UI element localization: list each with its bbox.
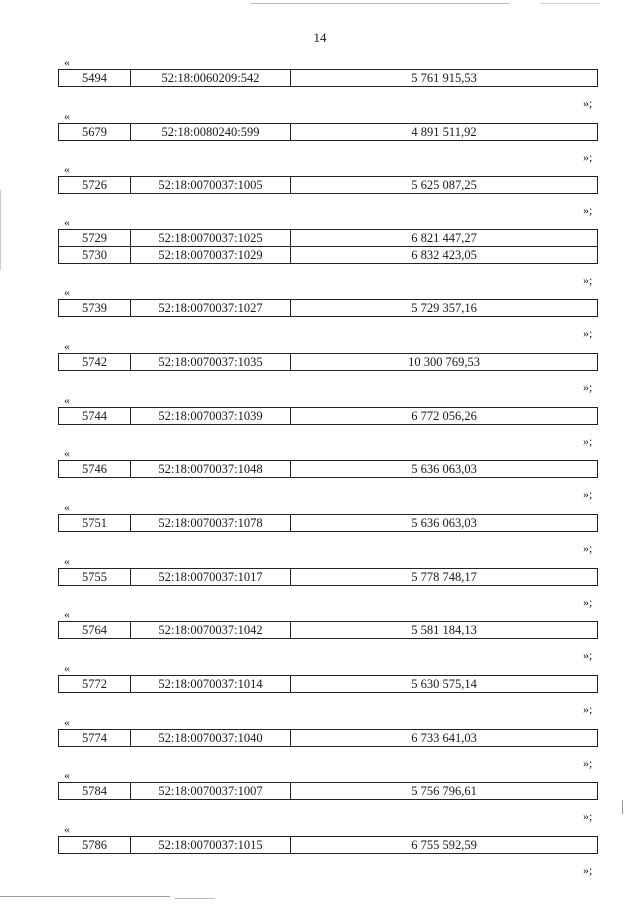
closing-quote: »; bbox=[583, 434, 593, 448]
value-cell: 6 832 423,05 bbox=[291, 247, 598, 264]
closing-quote: »; bbox=[583, 273, 593, 287]
cadastral-number-cell: 52:18:0070037:1014 bbox=[131, 676, 291, 693]
table-row bbox=[59, 730, 598, 747]
opening-quote: « bbox=[64, 55, 70, 69]
data-table bbox=[58, 782, 598, 800]
row-number-cell: 5744 bbox=[59, 408, 131, 425]
table-row bbox=[59, 177, 598, 194]
row-number-cell: 5755 bbox=[59, 569, 131, 586]
value-cell: 4 891 511,92 bbox=[291, 124, 598, 141]
value-cell: 5 729 357,16 bbox=[291, 300, 598, 317]
closing-quote: »; bbox=[583, 863, 593, 877]
row-number-cell: 5774 bbox=[59, 730, 131, 747]
opening-quote: « bbox=[64, 607, 70, 621]
value-cell: 10 300 769,53 bbox=[291, 354, 598, 371]
table-row bbox=[59, 354, 598, 371]
row-number-cell: 5494 bbox=[59, 70, 131, 87]
opening-quote: « bbox=[64, 109, 70, 123]
row-number-cell: 5751 bbox=[59, 515, 131, 532]
opening-quote: « bbox=[64, 768, 70, 782]
closing-quote: »; bbox=[583, 648, 593, 662]
data-table bbox=[58, 729, 598, 747]
data-table bbox=[58, 675, 598, 693]
opening-quote: « bbox=[64, 554, 70, 568]
data-table bbox=[58, 621, 598, 639]
opening-quote: « bbox=[64, 500, 70, 514]
closing-quote: »; bbox=[583, 96, 593, 110]
page-number: 14 bbox=[313, 30, 327, 45]
table-row bbox=[59, 300, 598, 317]
table-row bbox=[59, 569, 598, 586]
value-cell: 5 778 748,17 bbox=[291, 569, 598, 586]
closing-quote: »; bbox=[583, 487, 593, 501]
row-number-cell: 5726 bbox=[59, 177, 131, 194]
row-number-cell: 5739 bbox=[59, 300, 131, 317]
opening-quote: « bbox=[64, 215, 70, 229]
scan-artifact-line bbox=[0, 190, 1, 270]
data-table bbox=[58, 299, 598, 317]
data-table bbox=[58, 69, 598, 87]
row-number-cell: 5784 bbox=[59, 783, 131, 800]
closing-quote: »; bbox=[583, 203, 593, 217]
value-cell: 5 625 087,25 bbox=[291, 177, 598, 194]
cadastral-number-cell: 52:18:0070037:1005 bbox=[131, 177, 291, 194]
data-table bbox=[58, 460, 598, 478]
data-table bbox=[58, 229, 598, 264]
table-row bbox=[59, 515, 598, 532]
scan-artifact-line bbox=[250, 3, 510, 4]
scan-artifact-line bbox=[622, 800, 623, 814]
cadastral-number-cell: 52:18:0070037:1025 bbox=[131, 230, 291, 247]
cadastral-number-cell: 52:18:0070037:1035 bbox=[131, 354, 291, 371]
closing-quote: »; bbox=[583, 326, 593, 340]
table-row bbox=[59, 622, 598, 639]
cadastral-number-cell: 52:18:0060209:542 bbox=[131, 70, 291, 87]
value-cell: 6 821 447,27 bbox=[291, 230, 598, 247]
row-number-cell: 5742 bbox=[59, 354, 131, 371]
table-row bbox=[59, 124, 598, 141]
data-table bbox=[58, 353, 598, 371]
row-number-cell: 5679 bbox=[59, 124, 131, 141]
opening-quote: « bbox=[64, 661, 70, 675]
value-cell: 6 733 641,03 bbox=[291, 730, 598, 747]
row-number-cell: 5764 bbox=[59, 622, 131, 639]
table-row bbox=[59, 70, 598, 87]
closing-quote: »; bbox=[583, 809, 593, 823]
opening-quote: « bbox=[64, 715, 70, 729]
data-table bbox=[58, 568, 598, 586]
value-cell: 5 756 796,61 bbox=[291, 783, 598, 800]
row-number-cell: 5746 bbox=[59, 461, 131, 478]
cadastral-number-cell: 52:18:0070037:1040 bbox=[131, 730, 291, 747]
row-number-cell: 5772 bbox=[59, 676, 131, 693]
cadastral-number-cell: 52:18:0070037:1078 bbox=[131, 515, 291, 532]
closing-quote: »; bbox=[583, 702, 593, 716]
value-cell: 6 772 056,26 bbox=[291, 408, 598, 425]
cadastral-number-cell: 52:18:0080240:599 bbox=[131, 124, 291, 141]
closing-quote: »; bbox=[583, 541, 593, 555]
data-table bbox=[58, 836, 598, 854]
opening-quote: « bbox=[64, 446, 70, 460]
table-row bbox=[59, 837, 598, 854]
opening-quote: « bbox=[64, 822, 70, 836]
cadastral-number-cell: 52:18:0070037:1042 bbox=[131, 622, 291, 639]
data-table bbox=[58, 176, 598, 194]
cadastral-number-cell: 52:18:0070037:1039 bbox=[131, 408, 291, 425]
opening-quote: « bbox=[64, 285, 70, 299]
value-cell: 5 636 063,03 bbox=[291, 461, 598, 478]
cadastral-number-cell: 52:18:0070037:1015 bbox=[131, 837, 291, 854]
value-cell: 5 761 915,53 bbox=[291, 70, 598, 87]
footer-rule bbox=[0, 896, 170, 897]
cadastral-number-cell: 52:18:0070037:1027 bbox=[131, 300, 291, 317]
opening-quote: « bbox=[64, 162, 70, 176]
table-row bbox=[59, 461, 598, 478]
table-row bbox=[59, 783, 598, 800]
table-row bbox=[59, 676, 598, 693]
closing-quote: »; bbox=[583, 150, 593, 164]
cadastral-number-cell: 52:18:0070037:1048 bbox=[131, 461, 291, 478]
table-row bbox=[59, 247, 598, 264]
cadastral-number-cell: 52:18:0070037:1007 bbox=[131, 783, 291, 800]
closing-quote: »; bbox=[583, 380, 593, 394]
data-table bbox=[58, 514, 598, 532]
closing-quote: »; bbox=[583, 595, 593, 609]
table-row bbox=[59, 408, 598, 425]
table-row bbox=[59, 230, 598, 247]
closing-quote: »; bbox=[583, 756, 593, 770]
data-table bbox=[58, 407, 598, 425]
value-cell: 5 581 184,13 bbox=[291, 622, 598, 639]
footer-rule bbox=[175, 898, 215, 899]
row-number-cell: 5730 bbox=[59, 247, 131, 264]
opening-quote: « bbox=[64, 339, 70, 353]
scan-artifact-line bbox=[540, 3, 600, 4]
data-table bbox=[58, 123, 598, 141]
value-cell: 6 755 592,59 bbox=[291, 837, 598, 854]
cadastral-number-cell: 52:18:0070037:1017 bbox=[131, 569, 291, 586]
row-number-cell: 5786 bbox=[59, 837, 131, 854]
row-number-cell: 5729 bbox=[59, 230, 131, 247]
value-cell: 5 636 063,03 bbox=[291, 515, 598, 532]
cadastral-number-cell: 52:18:0070037:1029 bbox=[131, 247, 291, 264]
opening-quote: « bbox=[64, 393, 70, 407]
value-cell: 5 630 575,14 bbox=[291, 676, 598, 693]
